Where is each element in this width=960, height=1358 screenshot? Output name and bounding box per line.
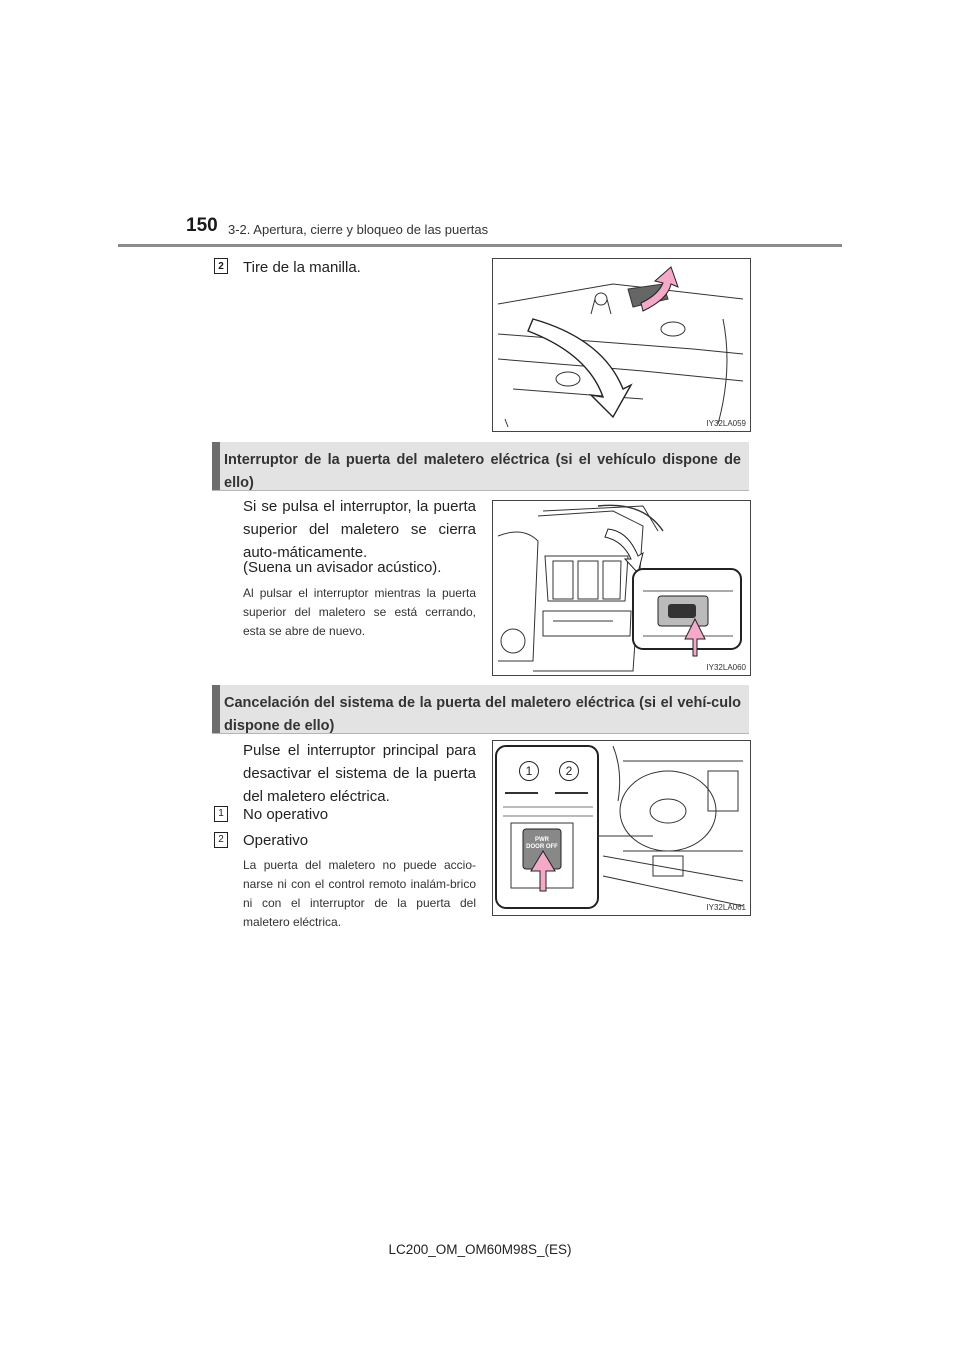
tailgate-illustration (493, 501, 750, 675)
section1-note: Al pulsar el interruptor mientras la puerta superior del maletero se está cerrando, esta se abre de nuevo. (243, 586, 476, 638)
section2-note: La puerta del maletero no puede accio-narse ni con el control remoto inalám-brico ni con el interruptor de la puerta del maletero eléctrica. (243, 858, 476, 929)
document-id: LC200_OM_OM60M98S_(ES) (388, 1242, 572, 1257)
section-heading-band (212, 685, 749, 734)
header-rule (118, 244, 842, 247)
figure-code: IY32LA061 (706, 903, 746, 912)
section-title: 3-2. Apertura, cierre y bloqueo de las puertas (228, 222, 489, 237)
figure-code: IY32LA060 (706, 663, 746, 672)
section-heading: Interruptor de la puerta del maletero eléctrica (si el vehículo dispone de ello) (224, 452, 741, 491)
figure-main-switch (492, 740, 751, 916)
switch-label: PWR DOOR OFF (526, 837, 558, 850)
handle-illustration (493, 259, 750, 431)
callout-number: 2 (559, 761, 579, 781)
item-number: 1 (214, 806, 228, 822)
heading-bar (212, 685, 220, 733)
figure-tailgate-switch (492, 500, 751, 676)
figure-code: IY32LA059 (706, 419, 746, 428)
item-label: No operativo (243, 806, 329, 823)
item-number: 2 (214, 832, 228, 848)
section1-body: Si se pulsa el interruptor, la puerta superior del maletero se cierra auto-máticamente. (243, 498, 476, 561)
figure-handle (492, 258, 751, 432)
page-number: 150 (186, 215, 218, 236)
section2-body: Pulse el interruptor principal para desactivar el sistema de la puerta del maletero eléctrica. (243, 742, 476, 805)
item-label: Operativo (243, 832, 309, 849)
step-text: Tire de la manilla. (243, 259, 361, 276)
section-heading-band (212, 442, 749, 491)
heading-bar (212, 442, 220, 490)
callout-number: 1 (519, 761, 539, 781)
section1-body2: (Suena un avisador acústico). (243, 559, 442, 576)
section-heading: Cancelación del sistema de la puerta del maletero eléctrica (si el vehí-culo dispone de ello) (224, 695, 741, 734)
step-badge: 2 (214, 258, 228, 274)
